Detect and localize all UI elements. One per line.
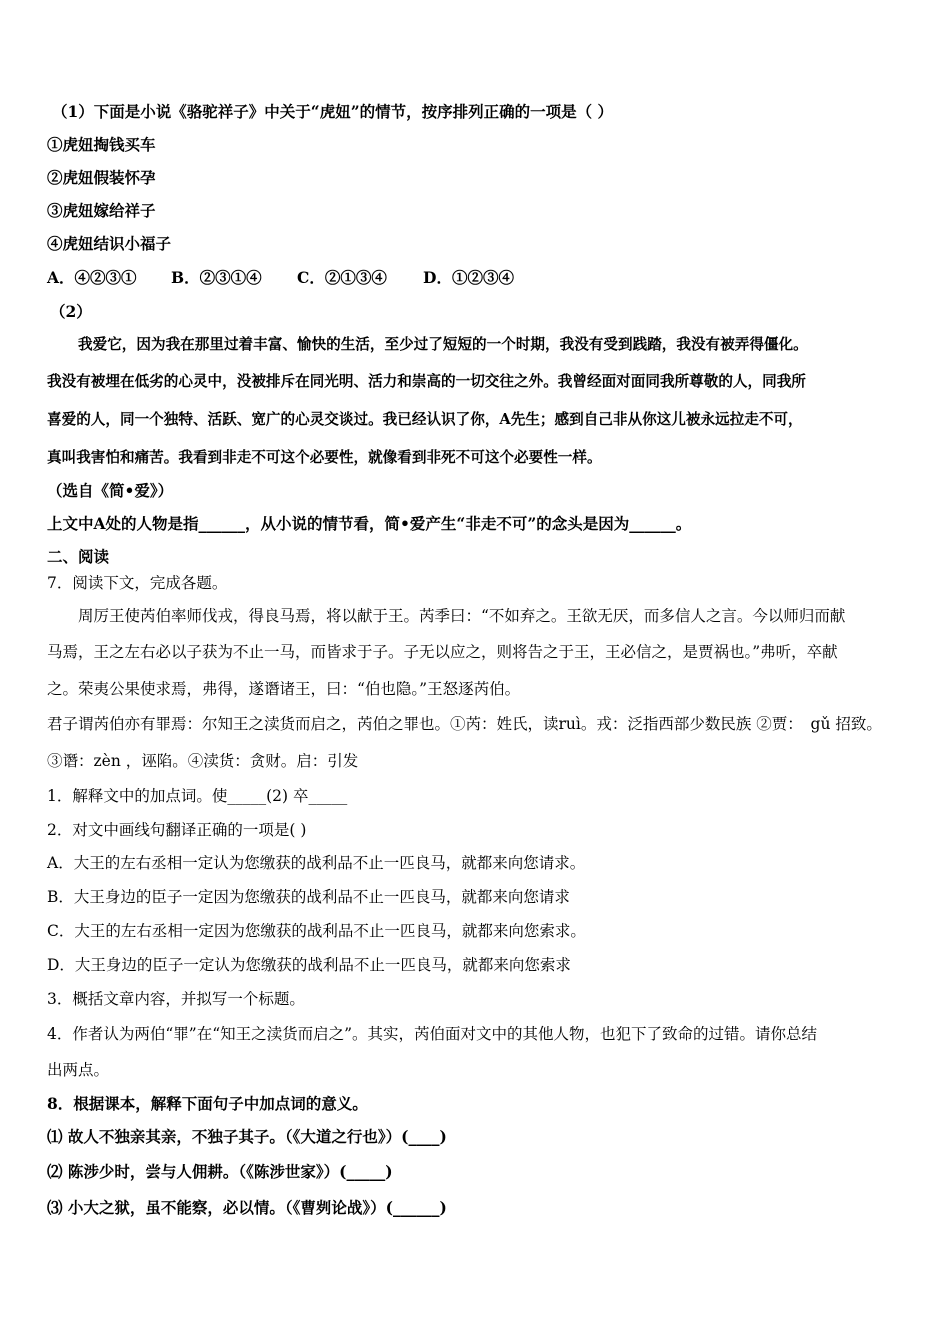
q7-passage-line-1: 周厉王使芮伯率师伐戎，得良马焉，将以献于王。芮季曰：“不如弃之。王欲无厌，而多信人之言。今以师归而献 — [78, 607, 846, 625]
q7-sub-2: 2．对文中画线句翻译正确的一项是( ) — [47, 821, 307, 839]
q7-passage-line-3: 之。荣夷公果使求焉，弗得，遂谮诸王，曰：“伯也隐。”王怒逐芮伯。 — [47, 680, 521, 698]
q7-passage-line-5: ③谮：zèn ，诬陷。④渎货：贪财。启：引发 — [47, 752, 359, 770]
q2-question: 上文中A处的人物是指______，从小说的情节看，简•爱产生“非走不可”的念头是因为______。 — [47, 514, 692, 533]
q7-sub-3: 3．概括文章内容，并拟写一个标题。 — [47, 990, 305, 1008]
q7-option-a: A．大王的左右丞相一定认为您缴获的战利品不止一匹良马，就都来向您请求。 — [47, 854, 586, 872]
q2-passage-line-2: 我没有被埋在低劣的心灵中，没被排斥在同光明、活力和崇高的一切交往之外。我曾经面对面同我所尊敬的人，同我所 — [47, 373, 806, 390]
q1-option-d: D．①②③④ — [423, 268, 514, 287]
q7-passage-line-4: 君子谓芮伯亦有罪焉：尔知王之渎货而启之，芮伯之罪也。①芮：姓氏，读ruì。戎：泛指西部少数民族 ②贾： gǔ 招致。 — [47, 715, 882, 733]
q2-label: （2） — [50, 302, 92, 321]
q8-item-1: ⑴ 故人不独亲其亲，不独子其子。（《大道之行也》）(____) — [47, 1127, 447, 1146]
q8-item-3: ⑶ 小大之狱，虽不能察，必以情。（《曹刿论战》）(______) — [47, 1198, 447, 1217]
q2-passage-line-1: 我爱它，因为我在那里过着丰富、愉快的生活，至少过了短短的一个时期，我没有受到践踏，我没有被弄得僵化。 — [78, 336, 808, 353]
q1-item-4: ④虎妞结识小福子 — [47, 234, 172, 253]
q7-passage-line-2: 马焉，王之左右必以子获为不止一马，而皆求于子。子无以应之，则将告之于王，王必信之，是贾祸也。”弗听，卒献 — [47, 643, 838, 661]
section-title: 二、阅读 — [47, 547, 110, 566]
q1-option-c: C．②①③④ — [297, 268, 387, 287]
q1-options — [47, 267, 514, 289]
q1-stem: （1）下面是小说《骆驼祥子》中关于“虎妞”的情节，按序排列正确的一项是（ ） — [52, 102, 614, 121]
q2-passage-line-3: 喜爱的人，同一个独特、活跃、宽广的心灵交谈过。我已经认识了你，A先生；感到自己非从你这儿被永远拉走不可， — [47, 411, 803, 428]
q7-sub-4-cont: 出两点。 — [47, 1061, 110, 1079]
q7-stem: 7．阅读下文，完成各题。 — [47, 574, 228, 592]
q8-item-2: ⑵ 陈涉少时，尝与人佣耕。（《陈涉世家》）(_____) — [47, 1162, 393, 1181]
q7-option-b: B．大王身边的臣子一定因为您缴获的战利品不止一匹良马，就都来向您请求 — [47, 888, 570, 906]
q1-item-1: ①虎妞掏钱买车 — [47, 135, 156, 154]
q7-sub-4: 4．作者认为两伯“罪”在“知王之渎货而启之”。其实，芮伯面对文中的其他人物，也犯下了致命的过错。请你总结 — [47, 1025, 818, 1043]
q1-option-b: B．②③①④ — [171, 268, 262, 287]
q8-stem: 8．根据课本，解释下面句子中加点词的意义。 — [47, 1094, 368, 1113]
q7-option-c: C．大王的左右丞相一定因为您缴获的战利品不止一匹良马，就都来向您索求。 — [47, 922, 586, 940]
q1-item-2: ②虎妞假装怀孕 — [47, 168, 156, 187]
q1-option-a: A．④②③① — [47, 268, 137, 287]
q7-option-d: D．大王身边的臣子一定认为您缴获的战利品不止一匹良马，就都来向您索求 — [47, 956, 571, 974]
q2-passage-line-4: 真叫我害怕和痛苦。我看到非走不可这个必要性，就像看到非死不可这个必要性一样。 — [47, 449, 602, 466]
q1-item-3: ③虎妞嫁给祥子 — [47, 201, 156, 220]
q2-source: （选自《简•爱》） — [47, 481, 174, 500]
q7-sub-1: 1．解释文中的加点词。使_____(2) 卒_____ — [47, 787, 348, 805]
